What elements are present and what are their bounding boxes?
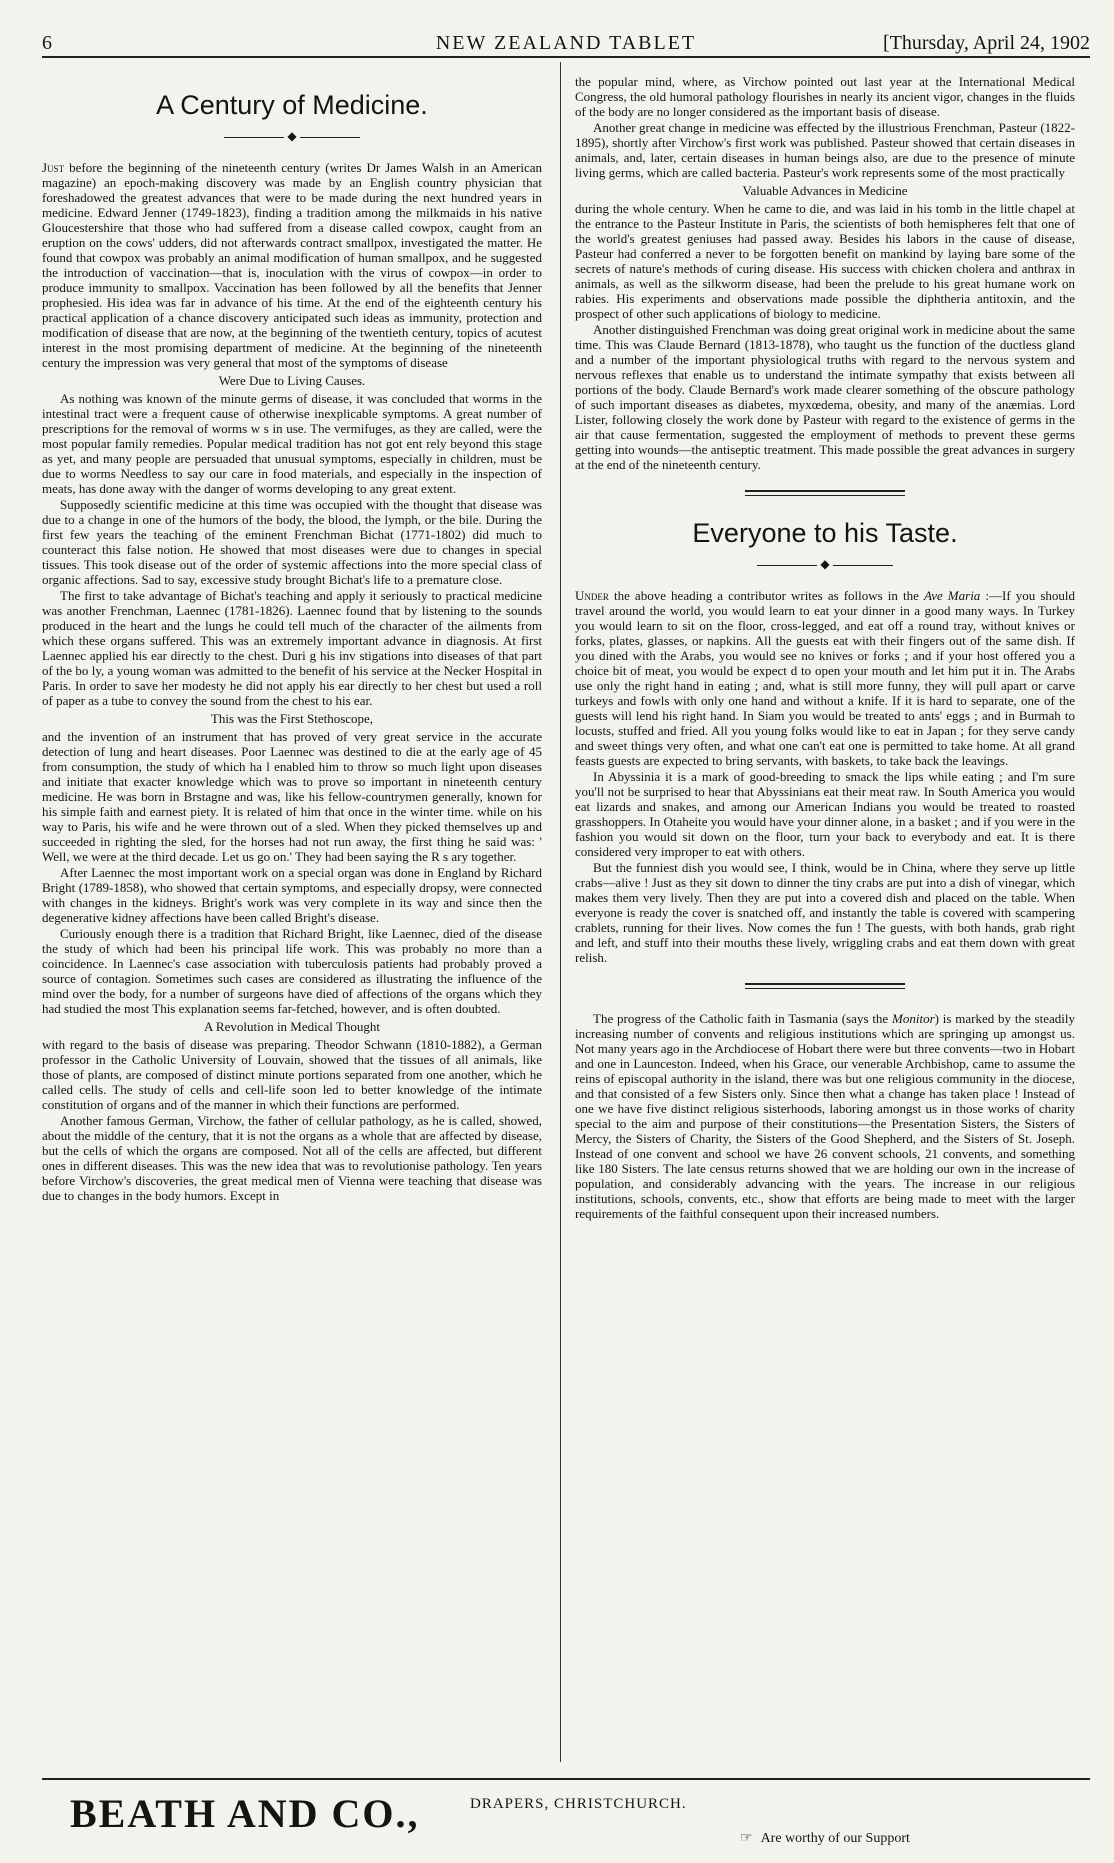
subheading: Were Due to Living Causes. <box>218 373 366 388</box>
title-ornament: ◆ <box>42 130 542 142</box>
source-publication: Monitor <box>892 1011 935 1026</box>
dropword: Just <box>42 160 65 175</box>
article-paragraph: Another famous German, Virchow, the father of cellular pathology, as he is called, showed, about the middle of the century, that it is not the organs as a whole that are affected by disease, but the cells of which the organs are composed. Not all of the cells are affected, but different ones in different diseases. This was the new idea that was to revolutionise pathology. Ten years before Virchow's discoveries, the great medical men of Vienna were teaching that disease was due to changes in the body humors. Except in <box>42 1113 542 1203</box>
article-paragraph: The progress of the Catholic faith in Tasmania (says the Monitor) is marked by the steadily increasing number of convents and religious institutions which are springing up amongst us. Not many years ago in the Archdiocese of Hobart there were but three convents—two in Hobart and one in Launceston. Indeed, when his Grace, our venerable Archbishop, came to assume the reins of episcopal authority in the island, there was but one religious community in the diocese, and that consisted of a few Sisters only. Since then what a change has taken place ! Instead of one we have five distinct religious sisterhoods, laboring amongst us in those works of charity special to the aim and purpose of their constitutions—the Presentation Sisters, the Sisters of Mercy, the Sisters of Charity, the Sisters of the Good Shepherd, and the Sisters of St. Joseph. Instead of one convent and school we have 26 convent schools, 21 convents, and something like 180 Sisters. The late census returns showed that we are holding our own in the increase of population, and considerably advancing with the years. The increase in our religious institutions, schools, convents, etc., show that efforts are being made to meet with the larger requirements of the faithful consequent upon their increased numbers. <box>575 1011 1075 1221</box>
article-paragraph: Curiously enough there is a tradition that Richard Bright, like Laennec, died of the disease the study of which had been his principal life work. This was probably no more than a coincidence. In Laennec's case association with tuberculosis patients had probably proved a source of contagion. Sometimes such cases are considered as illustrating the influence of the mind over the body, for a number of surgeons have died of affections of the organs which they had studied the most This explanation seems far-fetched, however, and is often doubted. <box>42 926 542 1016</box>
article-paragraph: during the whole century. When he came to die, and was laid in his tomb in the little chapel at the entrance to the Pasteur Institute in Paris, the scientists of both hemispheres felt that one of the world's greatest geniuses had passed away. Besides his labors in the cause of disease, Pasteur had conferred a never to be forgotten benefit on mankind by laying bare some of the secrets of nature's methods of curing disease. His success with chicken cholera and anthrax in animals, as well as the silkworm disease, had been the prelude to his great humane work on rabies. His experiments and observations made possible the diphtheria antitoxin, and the prospect of other such applications of biology to medicine. <box>575 201 1075 321</box>
page-header <box>42 30 1090 58</box>
article-paragraph: with regard to the basis of disease was preparing. Theodor Schwann (1810-1882), a German professor in the Catholic University of Louvain, showed that the tissues of all animals, like those of plants, are composed of distinct minute portions separated from one another, which he called cells. The study of cells and cell-life soon led to better knowledge of the intimate constitution of organs and of the manner in which their functions are performed. <box>42 1037 542 1112</box>
advertiser-trade: DRAPERS, CHRISTCHURCH. <box>470 1796 687 1812</box>
article-paragraph: Just before the beginning of the nineteenth century (writes Dr James Walsh in an American magazine) an epoch-making discovery was made by an English country physician that foreshadowed the greatest advances that were to be made during the next hundred years in medicine. Edward Jenner (1749-1823), finding a tradition among the milkmaids in his native Gloucestershire that those who had suffered from a disease called cowpox, caught from an eruption on the cows' udders, did not afterwards contract smallpox, investigated the matter. He found that cowpox was probably an animal modification of human smallpox, and he suggested the introduction of vaccination—that is, inoculation with the virus of cowpox—in order to produce immunity to smallpox. Vaccination has been followed by all the benefits that Jenner prophesied. His idea was far in advance of his time. At the end of the eighteenth century his practical application of a chance discovery anticipated such ideas as immunity, protection and modification of disease that are now, at the beginning of the twentieth century, topics of acutest interest in the most promising department of medicine. At the beginning of the nineteenth century the impression was very general that most of the symptoms of disease <box>42 160 542 370</box>
article-paragraph: But the funniest dish you would see, I think, would be in China, where they serve up little crabs—alive ! Just as they sit down to dinner the tiny crabs are put into a dish of vinegar, which makes them very lively. Then they are put into a covered dish and placed on the table. When everyone is ready the cover is snatched off, and instantly the table is covered with scampering crablets, running for their lives. Now comes the fun ! The guests, with both hands, grab right and left, and stuff into their mouths these lively, wriggling crabs and eat them down with great relish. <box>575 860 1075 965</box>
article-paragraph: Another distinguished Frenchman was doing great original work in medicine about the same time. This was Claude Bernard (1813-1878), who taught us the function of the ductless gland and a number of the important physiological truths with regard to the nervous system and nervous reflexes that enable us to understand the intimate sympathy that exists between all portions of the body. Claude Bernard's work made clearer something of the obscure pathology of such important diseases as diabetes, myxœdema, obesity, and many of the anæmias. Lord Lister, following closely the work done by Pasteur with regard to the existence of germs in the air that cause fermentation, suggested the employment of methods to prevent these germs getting into wounds—the antiseptic treatment. This made possible the great advances in surgery at the end of the nineteenth century. <box>575 322 1075 472</box>
article-paragraph: The first to take advantage of Bichat's teaching and apply it seriously to practical medicine was another Frenchman, Laennec (1781-1826). Laennec found that by listening to the sounds produced in the heart and the lungs he could tell much of the character of the ailments from which these organs suffered. This was an extremely important advance in diagnosis. At first Laennec applied his ear directly to the chest. Duri g his inv stigations into diseases of that part of the bo ly, a young woman was admitted to the benefit of his service at the Necker Hospital in Paris. In order to save her modesty he did not apply his ear directly to her chest but used a roll of paper as a tube to convey the sound from the chest to his ear. <box>42 588 542 708</box>
article-paragraph: and the invention of an instrument that has proved of very great service in the accurate detection of lung and heart diseases. Poor Laennec was destined to die at the early age of 45 from consumption, the study of which ha l enabled him to throw so much light upon diseases and initiate that exacter knowledge which was to prove so important in nineteenth century medicine. He was born in Brstagne and was, like his fellow-countrymen generally, known for his simple faith and earnest piety. It is related of him that once in the winter time. while on his way to Paris, his wife and he were thrown out of a sled. When they picked themselves up and succeeded in righting the sled, for the horses had not run away, the first thing he said was: ' Well, we were at the third decade. Let us go on.' They had been saying the R s ary together. <box>42 729 542 864</box>
dropword: Under <box>575 588 609 603</box>
right-column <box>575 74 1075 1222</box>
footer-rule <box>42 1778 1090 1780</box>
subheading: A Revolution in Medical Thought <box>204 1019 380 1034</box>
article-paragraph: After Laennec the most important work on a special organ was done in England by Richard Bright (1789-1858), who showed that certain symptoms, and especially dropsy, were connected with changes in the kidneys. Bright's work was very complete in its way and since then the degenerative kidney affections have been called Bright's disease. <box>42 865 542 925</box>
source-publication: Ave Maria <box>923 588 981 603</box>
advert-slogan: ☞ Are worthy of our Support <box>740 1831 910 1846</box>
article-paragraph: As nothing was known of the minute germs of disease, it was concluded that worms in the intestinal tract were a frequent cause of otherwise inexplicable symptoms. A great number of prescriptions for the removal of worms w s in use. The vermifuges, as they are called, were the most popular family remedies. Popular medical tradition has not got ent rely beyond this stage as yet, and many people are persuaded that unusual symptoms, especially in children, must be due to worms Needless to say our care in food materials, and especially in the inspection of meats, has done away with the danger of worms developing to any great extent. <box>42 391 542 496</box>
article-paragraph: In Abyssinia it is a mark of good-breeding to smack the lips while eating ; and I'm sure you'll not be surprised to hear that Abyssinians eat their meat raw. In South America you would eat lizards and snakes, and among our American Indians you would be treated to roasted grasshoppers. In Otaheite you would have your dinner alone, in a basket ; and if you were in the fashion you would sit down on the floor, turn your back to everybody and eat. It is there considered very improper to eat with others. <box>575 769 1075 859</box>
article-paragraph: the popular mind, where, as Virchow pointed out last year at the International Medical Congress, the old humoral pathology flourishes in nearly its ancient vigor, changes in the fluids of the body are no longer considered as the important basis of disease. <box>575 74 1075 119</box>
advertiser-name: BEATH AND CO., <box>70 1791 420 1836</box>
section-separator <box>745 983 905 989</box>
title-ornament: ◆ <box>575 558 1075 570</box>
section-separator <box>745 490 905 496</box>
subheading: This was the First Stethoscope, <box>210 711 374 726</box>
publication-title: NEW ZEALAND TABLET <box>435 32 697 54</box>
page-number: 6 <box>42 32 52 54</box>
article-paragraph: Another great change in medicine was effected by the illustrious Frenchman, Pasteur (1822-1895), shortly after Virchow's first work was published. Pasteur showed that certain diseases in animals, and, later, certain diseases in human beings also, are due to the presence of minute living germs, which are called bacteria. Pasteur's work represents some of the most practically <box>575 120 1075 180</box>
issue-date: [Thursday, April 24, 1902 <box>882 32 1090 54</box>
subheading: Valuable Advances in Medicine <box>742 183 908 198</box>
article-title-century-of-medicine: A Century of Medicine. <box>156 90 428 120</box>
article-paragraph: Supposedly scientific medicine at this time was occupied with the thought that disease was due to a change in one of the humors of the body, the blood, the lymph, or the bile. During the first few years the teaching of the eminent Frenchman Bichat (1771-1802) did much to counteract this false notion. He showed that most diseases were due to changes in special tissues. This took disease out of the order of systemic affections into the more special class of organic affections. Sad to say, excessive study brought Bichat's life to a premature close. <box>42 497 542 587</box>
article-paragraph: Under the above heading a contributor writes as follows in the Ave Maria :—If you should travel around the world, you would learn to eat your dinner in a good many ways. In Turkey you would learn to sit on the floor, cross-legged, and eat off a round tray, without knives or forks, plates, glasses, or napkins. All the guests eat with their fingers out of the same dish. If you dined with the Arabs, you would see no knives or forks ; and if your host offered you a choice bit of meat, you would be expect d to open your mouth and let him put it in. The Arabs use only the right hand in eating ; and, what is still more funny, they will pull apart or carve turkeys and fowls with only one hand and without a knife. If it is hard to separate, one of the guests will lend his right hand. In Siam you would be treated to ants' eggs ; and in Burmah to locusts, stuffed and fried. All you young folks would like to eat in Japan ; for they serve candy and sweet things very often, and what one can't eat one is permitted to take home. At all grand feasts guests are expected to bring servants, with baskets, to take back the leavings. <box>575 588 1075 768</box>
article-title-everyone-to-his-taste: Everyone to his Taste. <box>692 518 958 548</box>
left-column <box>42 74 542 1204</box>
column-divider <box>560 62 561 1762</box>
pointing-hand-icon: ☞ <box>740 1831 753 1846</box>
